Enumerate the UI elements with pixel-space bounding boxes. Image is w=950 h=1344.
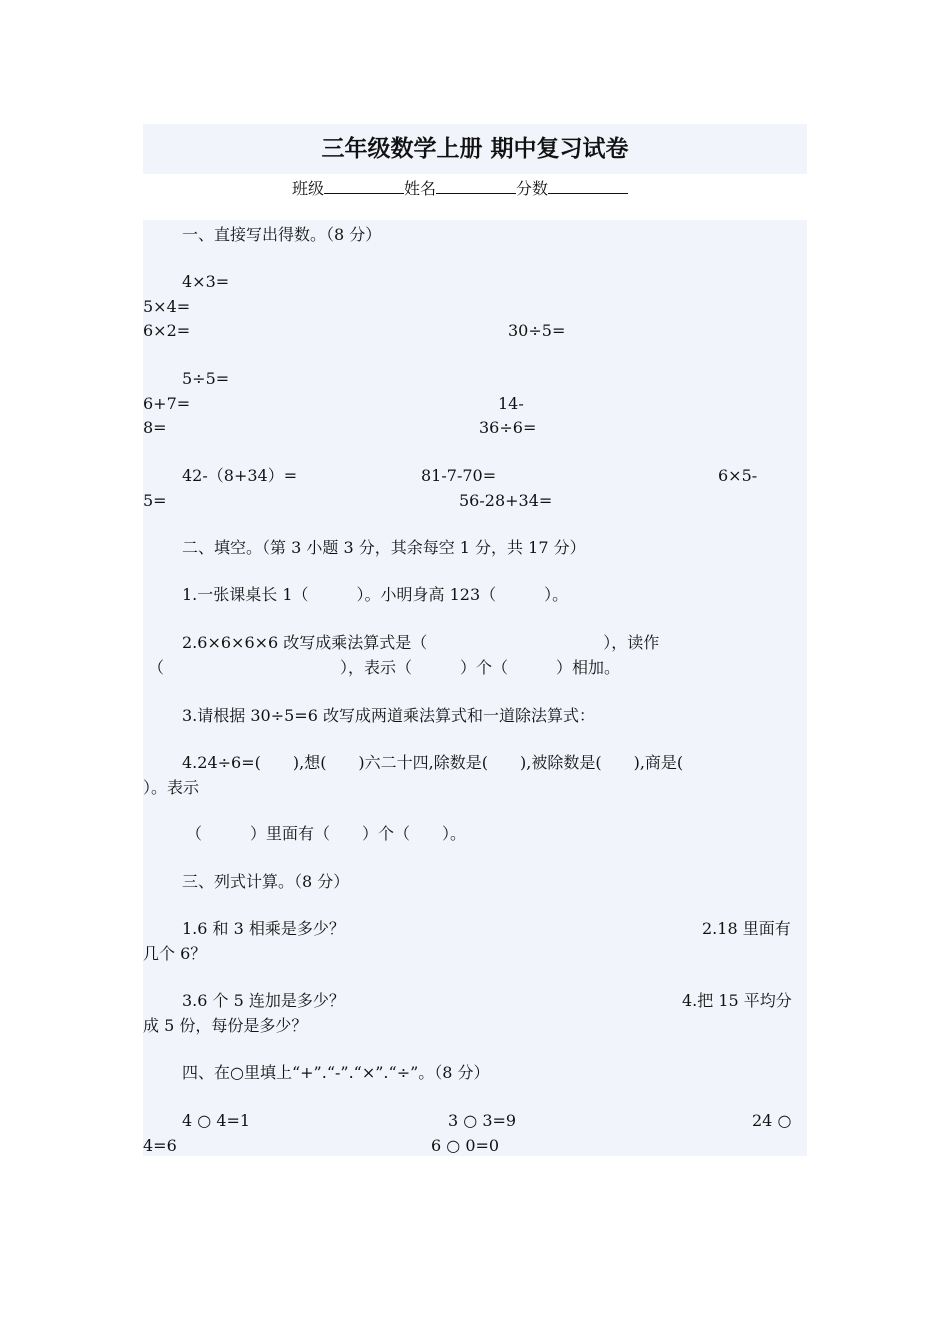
- score-blank[interactable]: [548, 176, 628, 194]
- fill-question-4-cont: ）。表示: [143, 778, 200, 797]
- operator-item: 4 ○ 4=1: [182, 1111, 251, 1130]
- calc-item: 14-: [498, 394, 524, 413]
- page-title: 三年级数学上册 期中复习试卷: [321, 135, 629, 162]
- word-problem-4-cont: 成 5 份，每份是多少？: [143, 1016, 308, 1035]
- operator-item: 3 ○ 3=9: [448, 1111, 517, 1130]
- name-label: 姓名: [404, 179, 437, 198]
- calc-item: 5÷5=: [182, 369, 230, 388]
- fill-question-4: 4.24÷6=( ),想( )六二十四,除数是( ),被除数是( ),商是(: [182, 753, 684, 772]
- section3-heading: 三、列式计算。（8 分）: [182, 872, 350, 891]
- calc-item: 36÷6=: [479, 418, 537, 437]
- score-label: 分数: [516, 179, 549, 198]
- word-problem-2: 2.18 里面有: [702, 919, 791, 938]
- fill-question-4-cont: （ ）里面有（ ）个（ ）。: [186, 824, 467, 843]
- student-info-line: [292, 176, 628, 200]
- fill-question-3: 3.请根据 30÷5=6 改写成两道乘法算式和一道除法算式：: [182, 706, 595, 725]
- fill-question-2: 2.6×6×6×6 改写成乘法算式是（ ），读作: [182, 633, 660, 652]
- operator-item: 4=6: [143, 1136, 177, 1155]
- class-label: 班级: [292, 179, 325, 198]
- calc-item: 8=: [143, 418, 167, 437]
- word-problem-1: 1.6 和 3 相乘是多少？: [182, 919, 345, 938]
- fill-question-1: 1.一张课桌长 1（ ）。小明身高 123（ ）。: [182, 585, 569, 604]
- calc-item: 56-28+34=: [459, 491, 553, 510]
- section1-heading: 一、直接写出得数。（8 分）: [182, 225, 382, 244]
- calc-item: 30÷5=: [508, 321, 566, 340]
- word-problem-2-cont: 几个 6？: [143, 944, 207, 963]
- name-blank[interactable]: [436, 176, 516, 194]
- calc-item: 4×3=: [182, 272, 230, 291]
- calc-item: 42-（8+34）=: [182, 466, 298, 485]
- operator-item: 24 ○: [752, 1111, 792, 1130]
- section4-heading: 四、在○里填上“+”.“-”.“×”.“÷”。（8 分）: [182, 1063, 490, 1082]
- word-problem-4: 4.把 15 平均分: [682, 991, 792, 1010]
- calc-item: 6×5-: [718, 466, 758, 485]
- calc-item: 5=: [143, 491, 167, 510]
- calc-item: 81-7-70=: [421, 466, 497, 485]
- calc-item: 5×4=: [143, 297, 191, 316]
- calc-item: 6×2=: [143, 321, 191, 340]
- word-problem-3: 3.6 个 5 连加是多少？: [182, 991, 345, 1010]
- calc-item: 6+7=: [143, 394, 191, 413]
- fill-question-2-cont: （ ），表示（ ）个（ ）相加。: [148, 658, 621, 677]
- class-blank[interactable]: [324, 176, 404, 194]
- section2-heading: 二、填空。（第 3 小题 3 分，其余每空 1 分，共 17 分）: [182, 538, 586, 557]
- operator-item: 6 ○ 0=0: [431, 1136, 500, 1155]
